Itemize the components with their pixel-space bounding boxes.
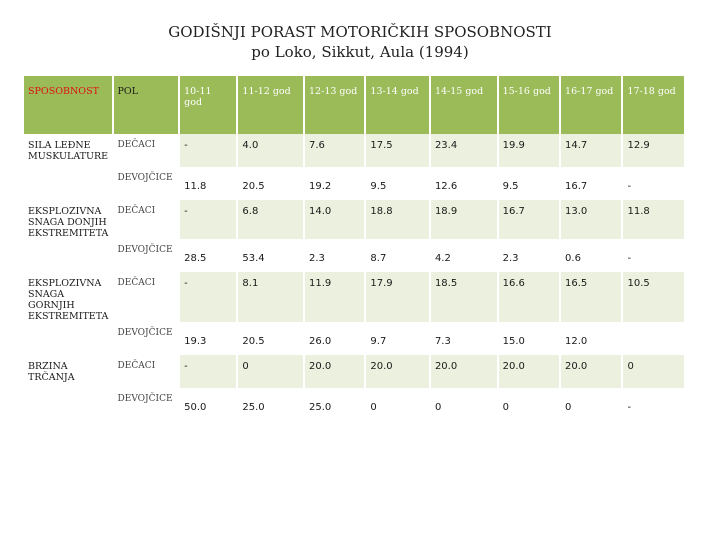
value-cell: 9.5 — [366, 167, 429, 200]
value-cell: 0 — [623, 355, 684, 388]
value-cell: 20.0 — [366, 355, 429, 388]
table-row — [24, 272, 684, 322]
value-cell: 16.6 — [499, 272, 559, 322]
value-cell: 9.5 — [499, 167, 559, 200]
value-cell: 14.7 — [561, 134, 621, 167]
value-cell: 0 — [561, 388, 621, 421]
ability-label — [24, 167, 112, 200]
pol-label: DEČACI — [117, 140, 156, 150]
header-age: 17-18 god — [623, 76, 684, 134]
value-cell: 15.0 — [499, 322, 559, 355]
value-cell: 25.0 — [305, 388, 364, 421]
pol-label: DEVOJČICE — [117, 245, 173, 255]
header-age: 12-13 god — [305, 76, 364, 134]
value-cell: - — [623, 167, 684, 200]
ability-label: SILA LEĐNE MUSKULATURE — [28, 140, 109, 162]
value-cell: 7.6 — [305, 134, 364, 167]
value-cell: 20.0 — [431, 355, 497, 388]
value-cell: - — [623, 239, 684, 272]
value-cell: 11.8 — [623, 200, 684, 239]
value-cell: 17.5 — [366, 134, 429, 167]
title-line-1: GODIŠNJI PORAST MOTORIČKIH SPOSOBNOSTI — [168, 23, 552, 41]
value-cell: 4.0 — [238, 134, 303, 167]
motor-abilities-table — [22, 76, 686, 421]
value-cell: 50.0 — [180, 388, 236, 421]
table-row — [24, 322, 684, 355]
value-cell: 12.6 — [431, 167, 497, 200]
slide-title — [0, 22, 720, 62]
value-cell: 28.5 — [180, 239, 236, 272]
value-cell: 9.7 — [366, 322, 429, 355]
value-cell: - — [180, 272, 236, 322]
header-age: 16-17 god — [561, 76, 621, 134]
value-cell: 20.0 — [499, 355, 559, 388]
ability-label: EKSPLOZIVNA SNAGA DONJIH EKSTREMITETA — [28, 206, 109, 239]
value-cell: - — [623, 388, 684, 421]
value-cell: 16.5 — [561, 272, 621, 322]
value-cell: 12.0 — [561, 322, 621, 355]
value-cell: - — [180, 355, 236, 388]
header-age: 11-12 god — [238, 76, 303, 134]
value-cell: 25.0 — [238, 388, 303, 421]
header-pol: POL — [114, 76, 179, 134]
value-cell — [623, 322, 684, 355]
value-cell: 6.8 — [238, 200, 303, 239]
header-row — [24, 76, 684, 134]
header-age: 14-15 god — [431, 76, 497, 134]
header-ability: SPOSOBNOST — [24, 76, 112, 134]
pol-label: DEVOJČICE — [117, 394, 173, 404]
value-cell: 18.5 — [431, 272, 497, 322]
pol-label: DEVOJČICE — [117, 328, 173, 338]
value-cell: - — [180, 134, 236, 167]
table-row — [24, 200, 684, 239]
header-age: 13-14 god — [366, 76, 429, 134]
value-cell: 16.7 — [561, 167, 621, 200]
table-row — [24, 388, 684, 421]
value-cell: 53.4 — [238, 239, 303, 272]
value-cell: 2.3 — [305, 239, 364, 272]
header-age: 15-16 god — [499, 76, 559, 134]
value-cell: 19.9 — [499, 134, 559, 167]
table-row — [24, 167, 684, 200]
value-cell: 2.3 — [499, 239, 559, 272]
pol-label: DEČACI — [117, 361, 156, 371]
ability-label: EKSPLOZIVNA SNAGA GORNJIH EKSTREMITETA — [28, 278, 109, 322]
value-cell: 11.9 — [305, 272, 364, 322]
title-line-2: po Loko, Sikkut, Aula (1994) — [251, 43, 469, 61]
value-cell: 18.9 — [431, 200, 497, 239]
ability-label — [24, 388, 112, 421]
table-row — [24, 239, 684, 272]
value-cell: 0 — [431, 388, 497, 421]
value-cell: 17.9 — [366, 272, 429, 322]
pol-label: DEČACI — [117, 206, 156, 216]
value-cell: 23.4 — [431, 134, 497, 167]
value-cell: 11.8 — [180, 167, 236, 200]
ability-label — [24, 322, 112, 355]
value-cell: 20.5 — [238, 167, 303, 200]
value-cell: 13.0 — [561, 200, 621, 239]
value-cell: 8.7 — [366, 239, 429, 272]
value-cell: 16.7 — [499, 200, 559, 239]
ability-label: BRZINA TRČANJA — [28, 361, 75, 383]
value-cell: 19.2 — [305, 167, 364, 200]
value-cell: 10.5 — [623, 272, 684, 322]
value-cell: 20.5 — [238, 322, 303, 355]
value-cell: 0 — [366, 388, 429, 421]
value-cell: 0.6 — [561, 239, 621, 272]
header-age: 10-11 god — [180, 76, 236, 134]
value-cell: 19.3 — [180, 322, 236, 355]
table-row — [24, 134, 684, 167]
value-cell: - — [180, 200, 236, 239]
ability-label — [24, 239, 112, 272]
value-cell: 20.0 — [561, 355, 621, 388]
pol-label: DEVOJČICE — [117, 173, 173, 183]
value-cell: 4.2 — [431, 239, 497, 272]
value-cell: 7.3 — [431, 322, 497, 355]
value-cell: 20.0 — [305, 355, 364, 388]
value-cell: 14.0 — [305, 200, 364, 239]
table-row — [24, 355, 684, 388]
pol-label: DEČACI — [117, 278, 156, 288]
value-cell: 0 — [499, 388, 559, 421]
value-cell: 8.1 — [238, 272, 303, 322]
value-cell: 26.0 — [305, 322, 364, 355]
value-cell: 18.8 — [366, 200, 429, 239]
value-cell: 0 — [238, 355, 303, 388]
value-cell: 12.9 — [623, 134, 684, 167]
